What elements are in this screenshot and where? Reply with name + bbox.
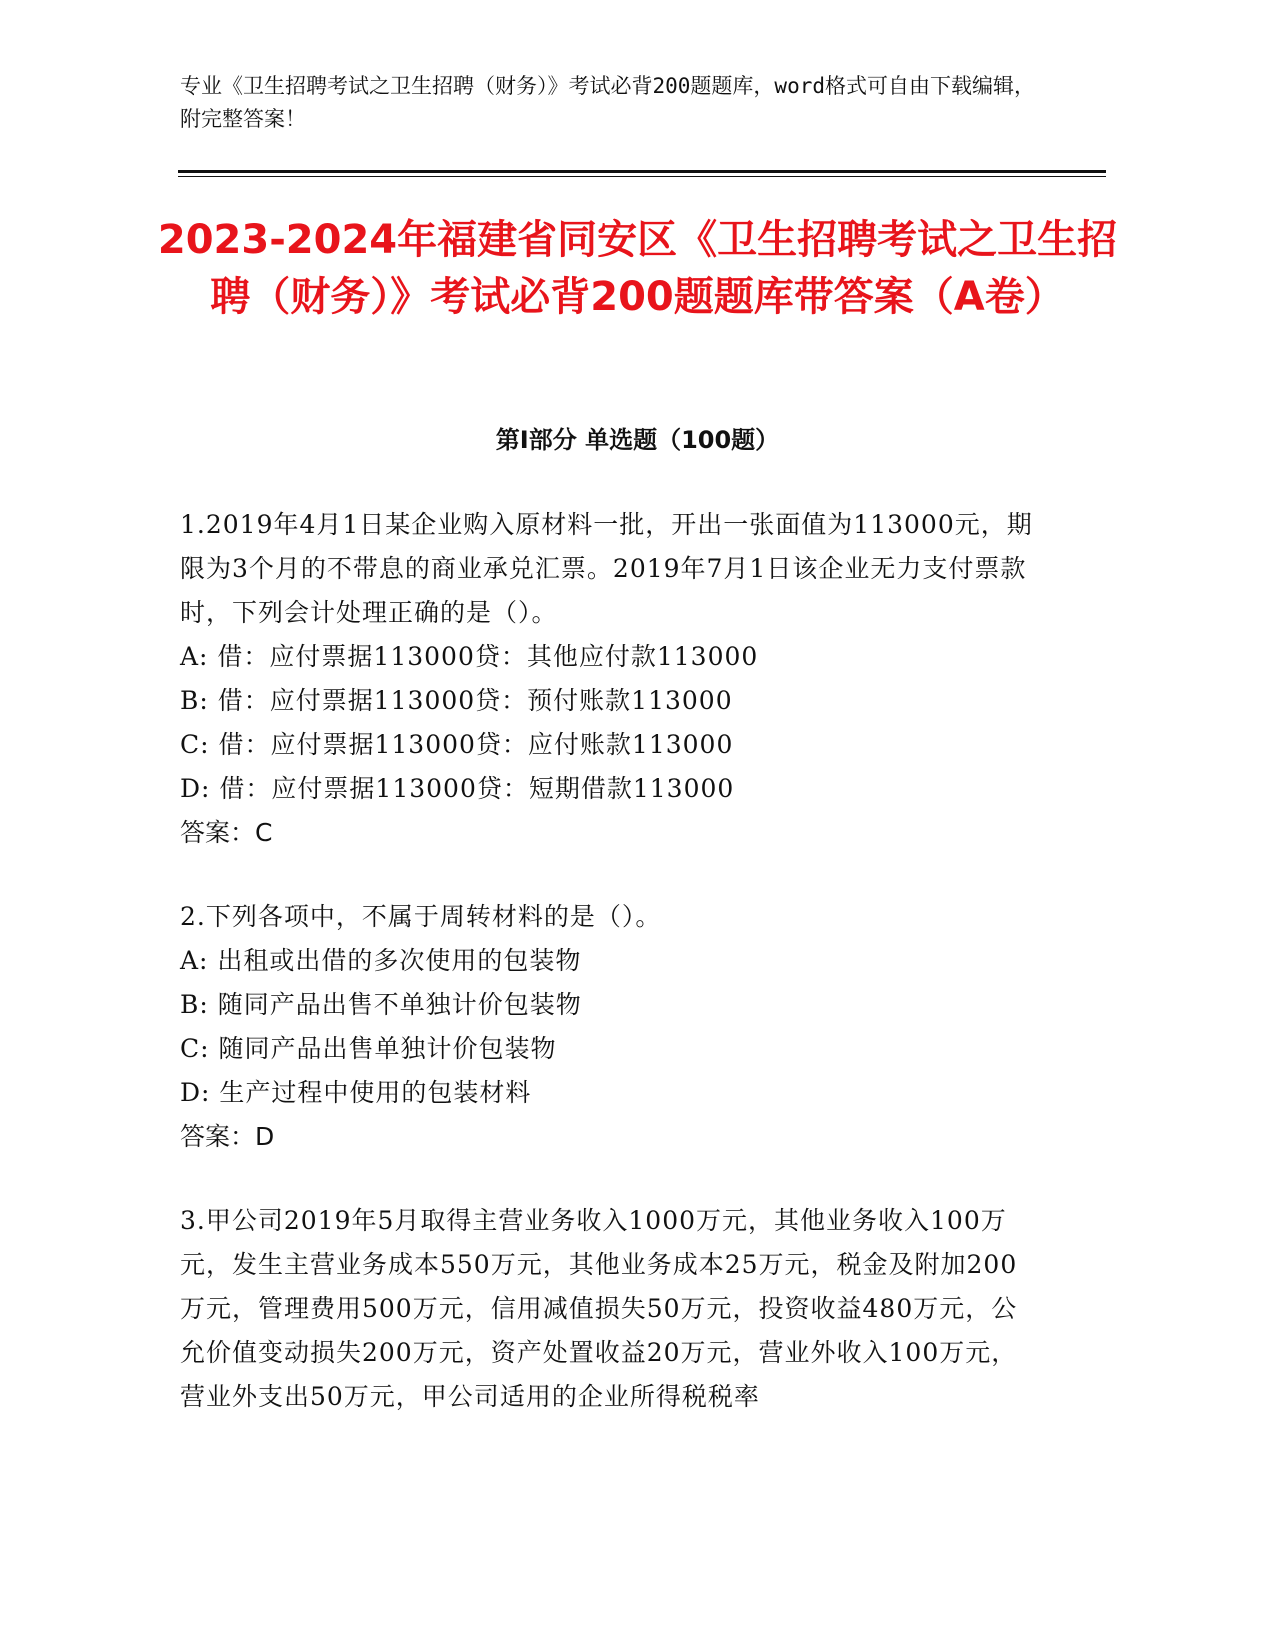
question-3 — [180, 1199, 1040, 1419]
option-b: B: 随同产品出售不单独计价包装物 — [180, 990, 582, 1019]
question-list — [180, 503, 1040, 1459]
option-d: D: 借：应付票据113000贷：短期借款113000 — [180, 774, 735, 803]
option-c: C: 随同产品出售单独计价包装物 — [180, 1034, 557, 1063]
header-divider-thick — [178, 170, 1106, 173]
option-b: B: 借：应付票据113000贷：预付账款113000 — [180, 686, 733, 715]
section-heading: 第Ⅰ部分 单选题（100题） — [495, 426, 780, 454]
option-a: A: 出租或出借的多次使用的包装物 — [180, 946, 582, 975]
question-stem: 1.2019年4月1日某企业购入原材料一批，开出一张面值为113000元，期限为3个月的不带息的商业承兑汇票。2019年7月1日该企业无力支付票款时，下列会计处理正确的是（）。 — [180, 510, 1033, 627]
header-note: 专业《卫生招聘考试之卫生招聘（财务）》考试必背200题题库，word格式可自由下载编辑，附完整答案！ — [180, 74, 1035, 131]
header-divider-thin — [178, 176, 1106, 177]
option-c: C: 借：应付票据113000贷：应付账款113000 — [180, 730, 734, 759]
answer: 答案：C — [180, 818, 273, 847]
document-title: 2023-2024年福建省同安区《卫生招聘考试之卫生招聘（财务）》考试必背200题题库带答案（A卷） — [157, 217, 1118, 320]
answer: 答案：D — [180, 1122, 275, 1151]
question-1 — [180, 503, 1040, 855]
question-stem: 2.下列各项中，不属于周转材料的是（）。 — [180, 902, 662, 931]
option-a: A: 借：应付票据113000贷：其他应付款113000 — [180, 642, 759, 671]
option-d: D: 生产过程中使用的包装材料 — [180, 1078, 532, 1107]
question-2 — [180, 895, 1040, 1159]
question-stem: 3.甲公司2019年5月取得主营业务收入1000万元，其他业务收入100万元，发生主营业务成本550万元，其他业务成本25万元，税金及附加200万元，管理费用500万元，信用减值损失50万元，投资收益480万元，公允价值变动损失200万元，资产处置收益20万元，营业外收入100万元，营业外支出50万元，甲公司适用的企业所得税税率 — [180, 1206, 1018, 1411]
